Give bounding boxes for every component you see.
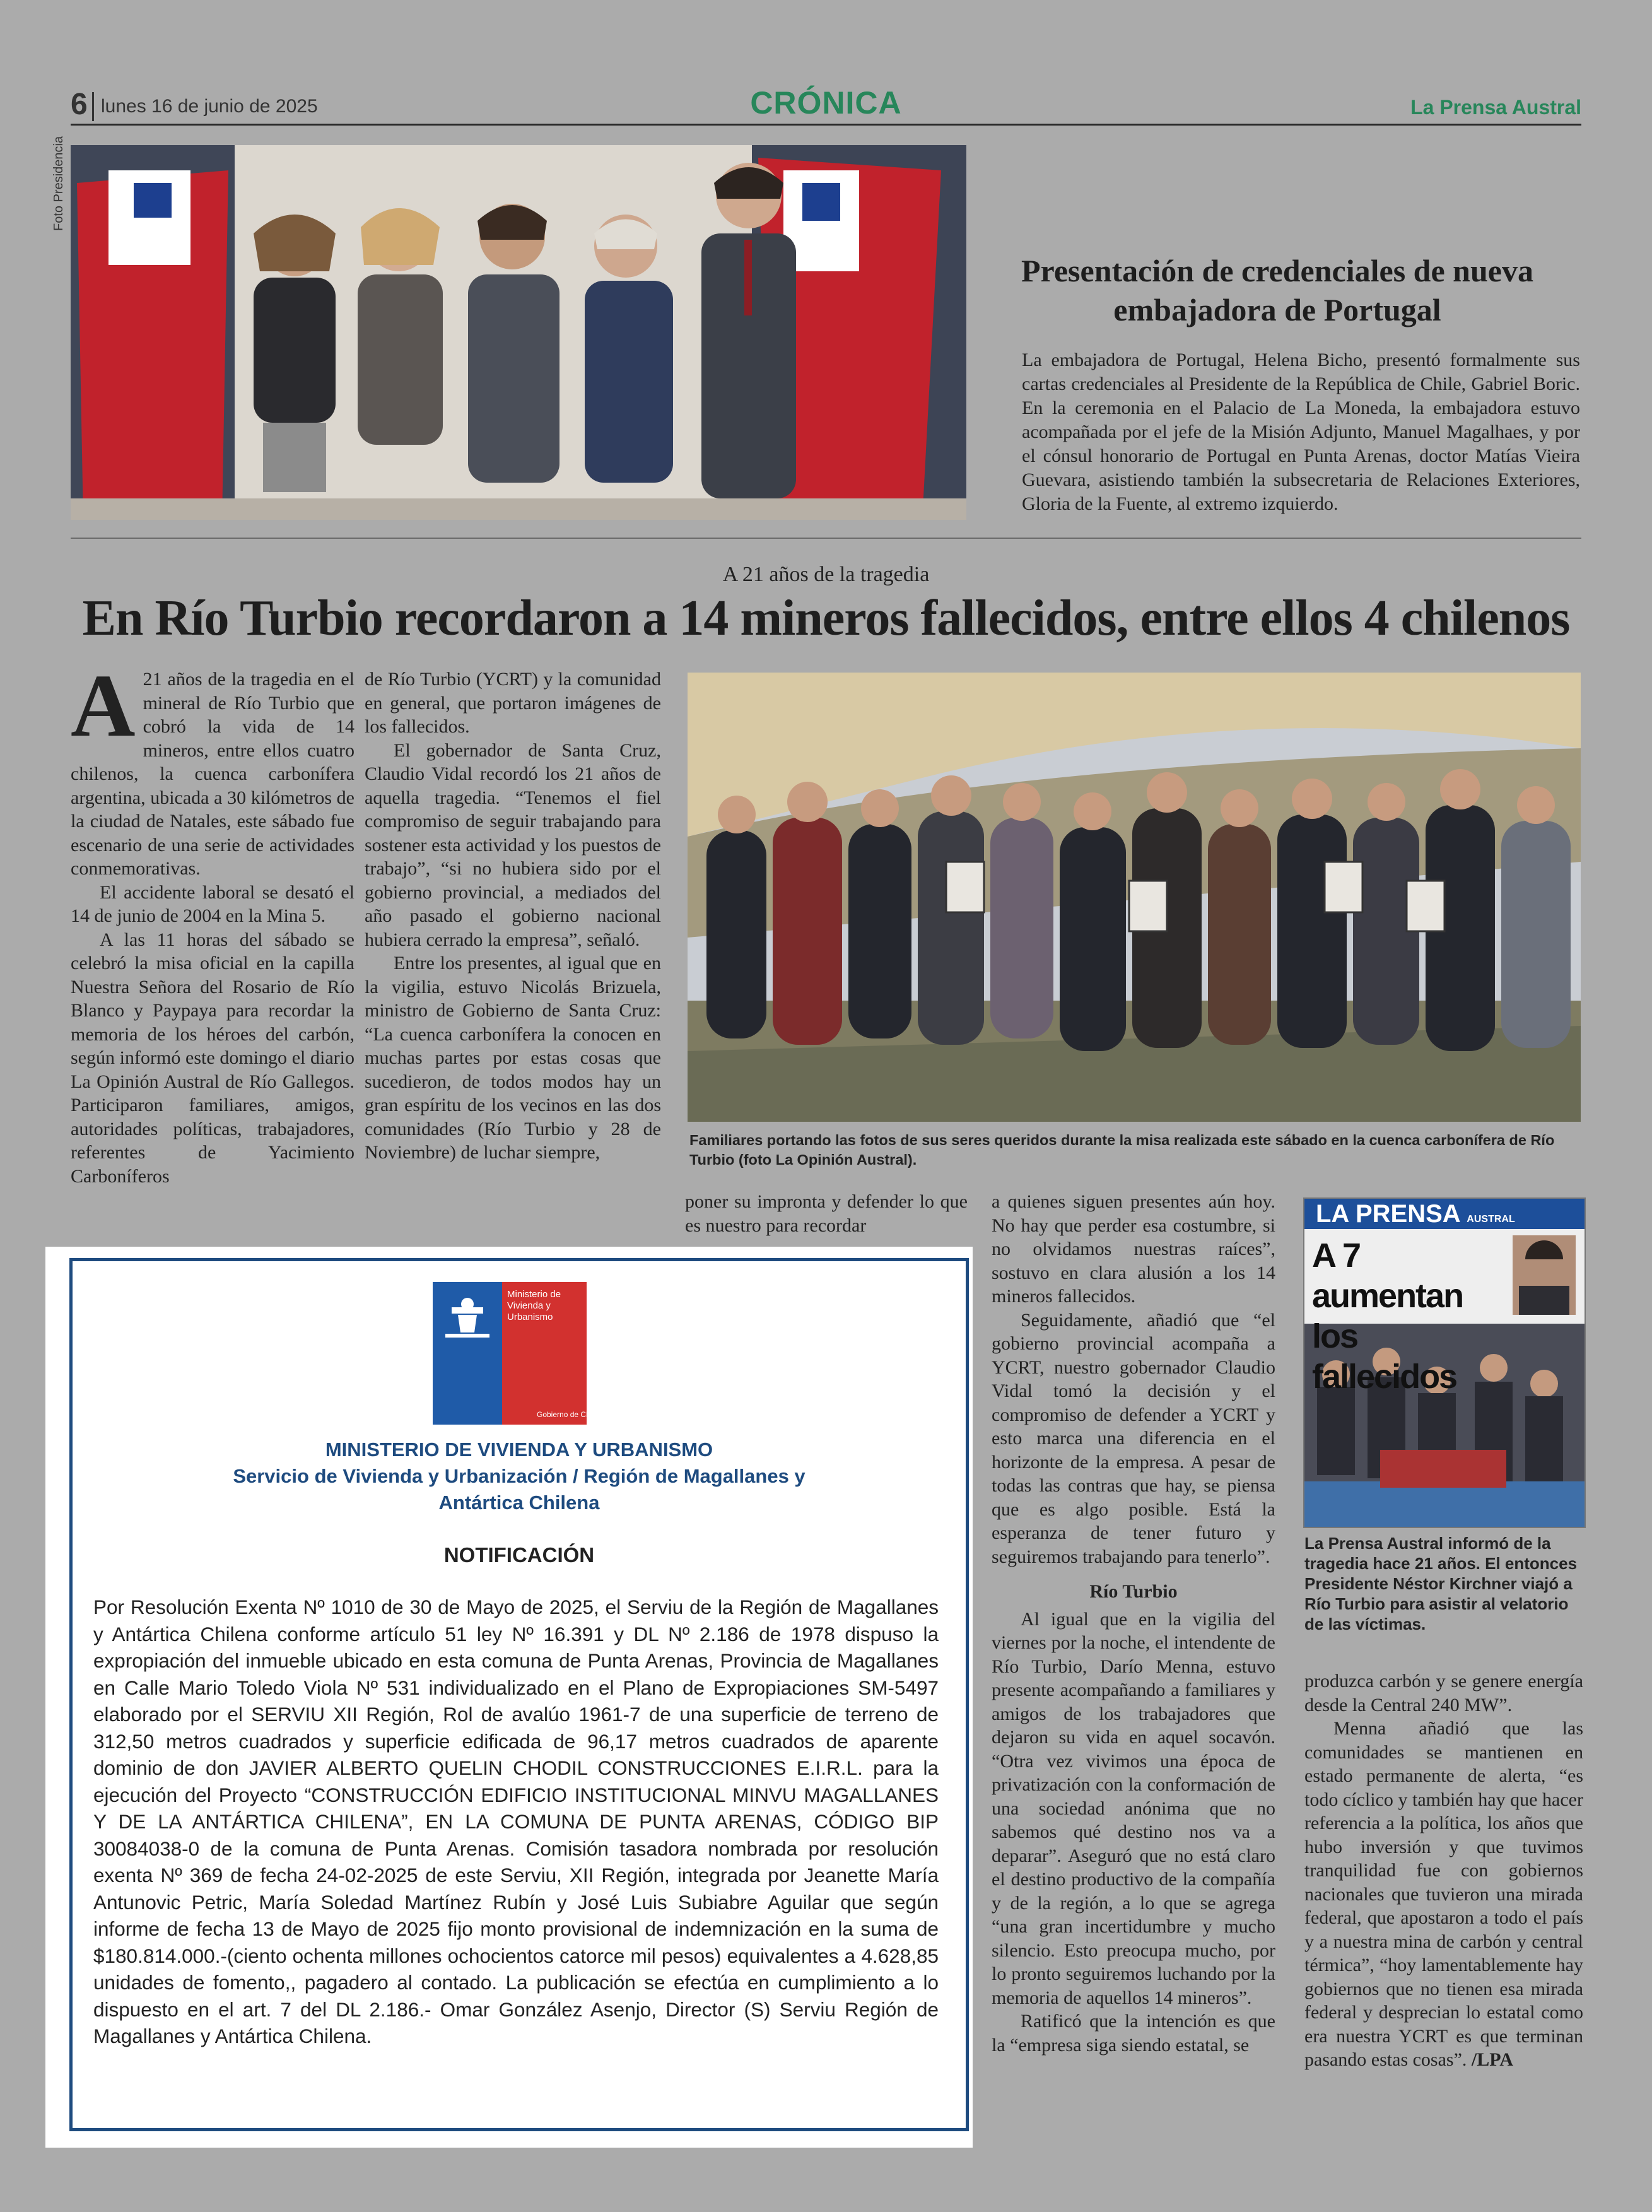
thumb-paper-name: LA PRENSA — [1316, 1200, 1460, 1228]
ceremony-photo — [71, 145, 966, 520]
memorial-photo — [688, 673, 1581, 1122]
paragraph: Seguidamente, añadió que “el gobierno provincial acompaña a YCRT, nuestro gobernador Claudio Vidal tomó la decisión y el compromiso de defender a YCRT y esto marca una diferencia en el horizonte de la empresa. A pesar de todas las contras que hay, se piensa que es algo posible. Está la esperanza de tener futuro y seguiremos trabajando para tenerlo”. — [992, 1309, 1275, 1567]
notice-body: Por Resolución Exenta Nº 1010 de 30 de Mayo de 2025, el Serviu de la Región de Magallanes y Antártica Chilena conforme artículo 51 ley Nº 16.391 y DL Nº 2.186 de 1978 dispuso la expropiación del inmueble ubicado en esta comuna de Punta Arenas, Provincia de Magallanes en Calle Mario Toledo Viola Nº 531 individualizado en el Plano de Expropiaciones SM-5497 elaborado por el SERVIU XII Región, Rol de avalúo 1961-7 de una superficie de terreno de 312,50 metros cuadrados y superficie edificada de 96,17 metros cuadrados de aparente dominio de don JAVIER ALBERTO QUELIN CHODIL CONSTRUCCIONES E.I.R.L. para la ejecución del Proyecto “CONSTRUCCIÓN EDIFICIO INSTITUCIONAL MINVU MAGALLANES Y DE LA ANTÁRTICA CHILENA”, EN LA COMUNA DE PUNTA ARENAS, CÓDIGO BIP 30084038-0 de la comuna de Punta Arenas. Comisión tasadora nombrada por resolución exenta Nº 369 de fecha 24-02-2025 de este Serviu, XII Región, integrada por Jeanette María Antunovic Petric, María Soledad Martínez Rubín y José Luis Subiabre Aguilar que según informe de fecha 13 de Mayo de 2025 fijo monto provisional de indemnización en la suma de $180.814.000.-(ciento ochenta millones ochocientos catorce mil pesos) equivalentes a 4.628,85 unidades de fomento,, pagadero al contado. La publicación se efectúa en cumplimiento a lo dispuesto en el art. 7 del DL 2.186.- Omar González Asenjo, Director (S) Serviu Región de Magallanes y Antártica Chilena. — [93, 1596, 939, 2047]
thumb-paper-sub: AUSTRAL — [1467, 1214, 1515, 1225]
article-subhead: Río Turbio — [1089, 1581, 1178, 1602]
header-rule — [71, 124, 1581, 126]
paragraph: poner su impronta y defender lo que es nuestro para recordar — [685, 1191, 968, 1236]
article-column-1 — [71, 656, 354, 1242]
article-column-2 — [365, 668, 661, 1242]
paragraph: Ratificó que la intención es que la “empresa siga siendo estatal, se — [992, 2011, 1275, 2056]
paragraph: El accidente laboral se desató el 14 de junio de 2004 en la Mina 5. — [71, 881, 354, 926]
section-title: CRÓNICA — [750, 85, 902, 121]
paragraph: produzca carbón y se genere energía desde la Central 240 MW”. — [1304, 1671, 1583, 1715]
paragraph: El gobernador de Santa Cruz, Claudio Vidal recordó los 21 años de aquella tragedia. “Tenemos el fiel compromiso de seguir trabajando para sostener esta actividad y los puestos de trabajo”, “si no hubiera sido por el gobierno provincial, a mediados del año pasado el gobierno nacional hubiera cerrado la empresa”, señaló. — [365, 739, 661, 950]
notice-ministry-name: MINISTERIO DE VIVIENDA Y URBANISMO — [325, 1438, 713, 1461]
article-column-5 — [1304, 1669, 1583, 2127]
top-story-body: La embajadora de Portugal, Helena Bicho, presentó formalmente sus cartas credenciales al Presidente de la República de Chile, Gabriel Boric. En la ceremonia en el Palacio de La Moneda, la embajadora estuvo acompañada por el jefe de la Misión Adjunto, Manuel Magalhaes, y por el cónsul honorario de Portugal en Punta Arenas, doctor Matías Vieira Guevara, asistiendo también la subsecretaria de Relaciones Exteriores, Gloria de la Fuente, al extremo izquierdo. — [1022, 350, 1580, 514]
paragraph: Entre los presentes, al igual que en la vigilia, estuvo Nicolás Brizuela, ministro de Gobierno de Santa Cruz: “La cuenca carbonífera la conocen en muchas partes por estas cosas que sucedieron, de todos modos hay un gran espíritu de los vecinos en las dos comunidades (Río Turbio y 28 de Noviembre) de luchar siempre, — [365, 953, 661, 1163]
drop-cap: A — [71, 656, 136, 755]
paragraph: Menna añadió que las comunidades se mantienen en estado permanente de alerta, “es todo cíclico y también hay que hacer referencia a la política, los años que hubo inversión y que tuvimos tranquilidad fue con gobiernos nacionales que tuvieron una mirada federal, que apostaron a todo el país y a nuestra mina de carbón y central térmica”, “hoy lamentablemente hay gobiernos que no tienen esa mirada federal y desprecian lo estatal como era nuestra YCRT es que terminan pasando estas cosas”. /LPA — [1304, 1718, 1583, 2070]
paragraph: de Río Turbio (YCRT) y la comunidad en general, que portaron imágenes de los fallecidos. — [365, 669, 661, 737]
paragraph: Al igual que en la vigilia del viernes por la noche, el intendente de Río Turbio, Darío Menna, estuvo presente acompañando a familiares y amigos de los trabajadores que dejaron su vida en aquel socavón. “Otra vez vivimos una época de privatización con la conformación de una sociedad anónima que no sabemos qué destino nos va a deparar”. Aseguró que no está claro el destino productivo de la compañía y de la región, a lo que se agrega “una gran incertidumbre y mucho silencio. Esto preocupa mucho, por lo pronto seguiremos luchando por la memoria de aquellos 14 mineros”. — [992, 1608, 1275, 2008]
paragraph: 21 años de la tragedia en el mineral de Río Turbio que cobró la vida de 14 mineros, entre ellos cuatro chilenos, la cuenca carbonífera argentina, ubicada a 30 kilómetros de la ciudad de Natales, este sábado fue escenario de una serie de actividades conmemorativas. — [71, 669, 354, 879]
issue-date: lunes 16 de junio de 2025 — [101, 96, 318, 117]
thumb-portrait — [1513, 1235, 1576, 1315]
article-column-3 — [685, 1190, 968, 1243]
notice-service: Servicio de Vivienda y Urbanización / Región de Magallanes y Antártica Chilena — [233, 1465, 805, 1514]
signoff: /LPA — [1471, 2049, 1514, 2070]
notice-title: NOTIFICACIÓN — [443, 1543, 595, 1567]
logo-ministry-text: Ministerio de Vivienda y Urbanismo — [507, 1289, 561, 1322]
article-column-4 — [992, 1190, 1275, 2124]
logo-government-text: Gobierno de Chile — [537, 1410, 598, 1419]
archive-caption: La Prensa Austral informó de la tragedia hace 21 años. El entonces Presidente Néstor Kirchner viajó a Río Turbio para asistir al velatorio de las víctimas. — [1304, 1534, 1578, 1633]
page-number: 6 — [71, 88, 88, 121]
article-headline: En Río Turbio recordaron a 14 mineros fallecidos, entre ellos 4 chilenos — [82, 591, 1570, 646]
notice-ministry — [69, 1437, 969, 1516]
photo-credit: Foto Presidencia — [52, 136, 66, 231]
thumb-headline: A 7 aumentan los fallecidos — [1312, 1237, 1463, 1396]
masthead: La Prensa Austral — [1410, 96, 1581, 119]
minvu-logo — [433, 1282, 598, 1425]
top-story-title: Presentación de credenciales de nueva embajadora de Portugal — [1021, 253, 1533, 327]
paragraph: A las 11 horas del sábado se celebró la misa oficial en la capilla Nuestra Señora del Rosario de Río Blanco y Paypaya para recordar la memoria de los héroes del carbón, según informó este domingo el diario La Opinión Austral de Río Gallegos. Participaron familiares, amigos, autoridades políticas, trabajadores, referentes de Yacimiento Carboníferos — [71, 929, 354, 1187]
memorial-photo-caption: Familiares portando las fotos de sus seres queridos durante la misa realizada este sábado en la cuenca carbonífera de Río Turbio (foto La Opinión Austral). — [689, 1132, 1555, 1168]
archive-front-page — [1303, 1197, 1586, 1528]
paragraph: a quienes siguen presentes aún hoy. No hay que perder esa costumbre, si no olvidamos nuestras raíces”, sostuvo en clara alusión a los 14 mineros fallecidos. — [992, 1191, 1275, 1307]
article-kicker: A 21 años de la tragedia — [722, 563, 930, 586]
section-rule — [71, 538, 1581, 539]
